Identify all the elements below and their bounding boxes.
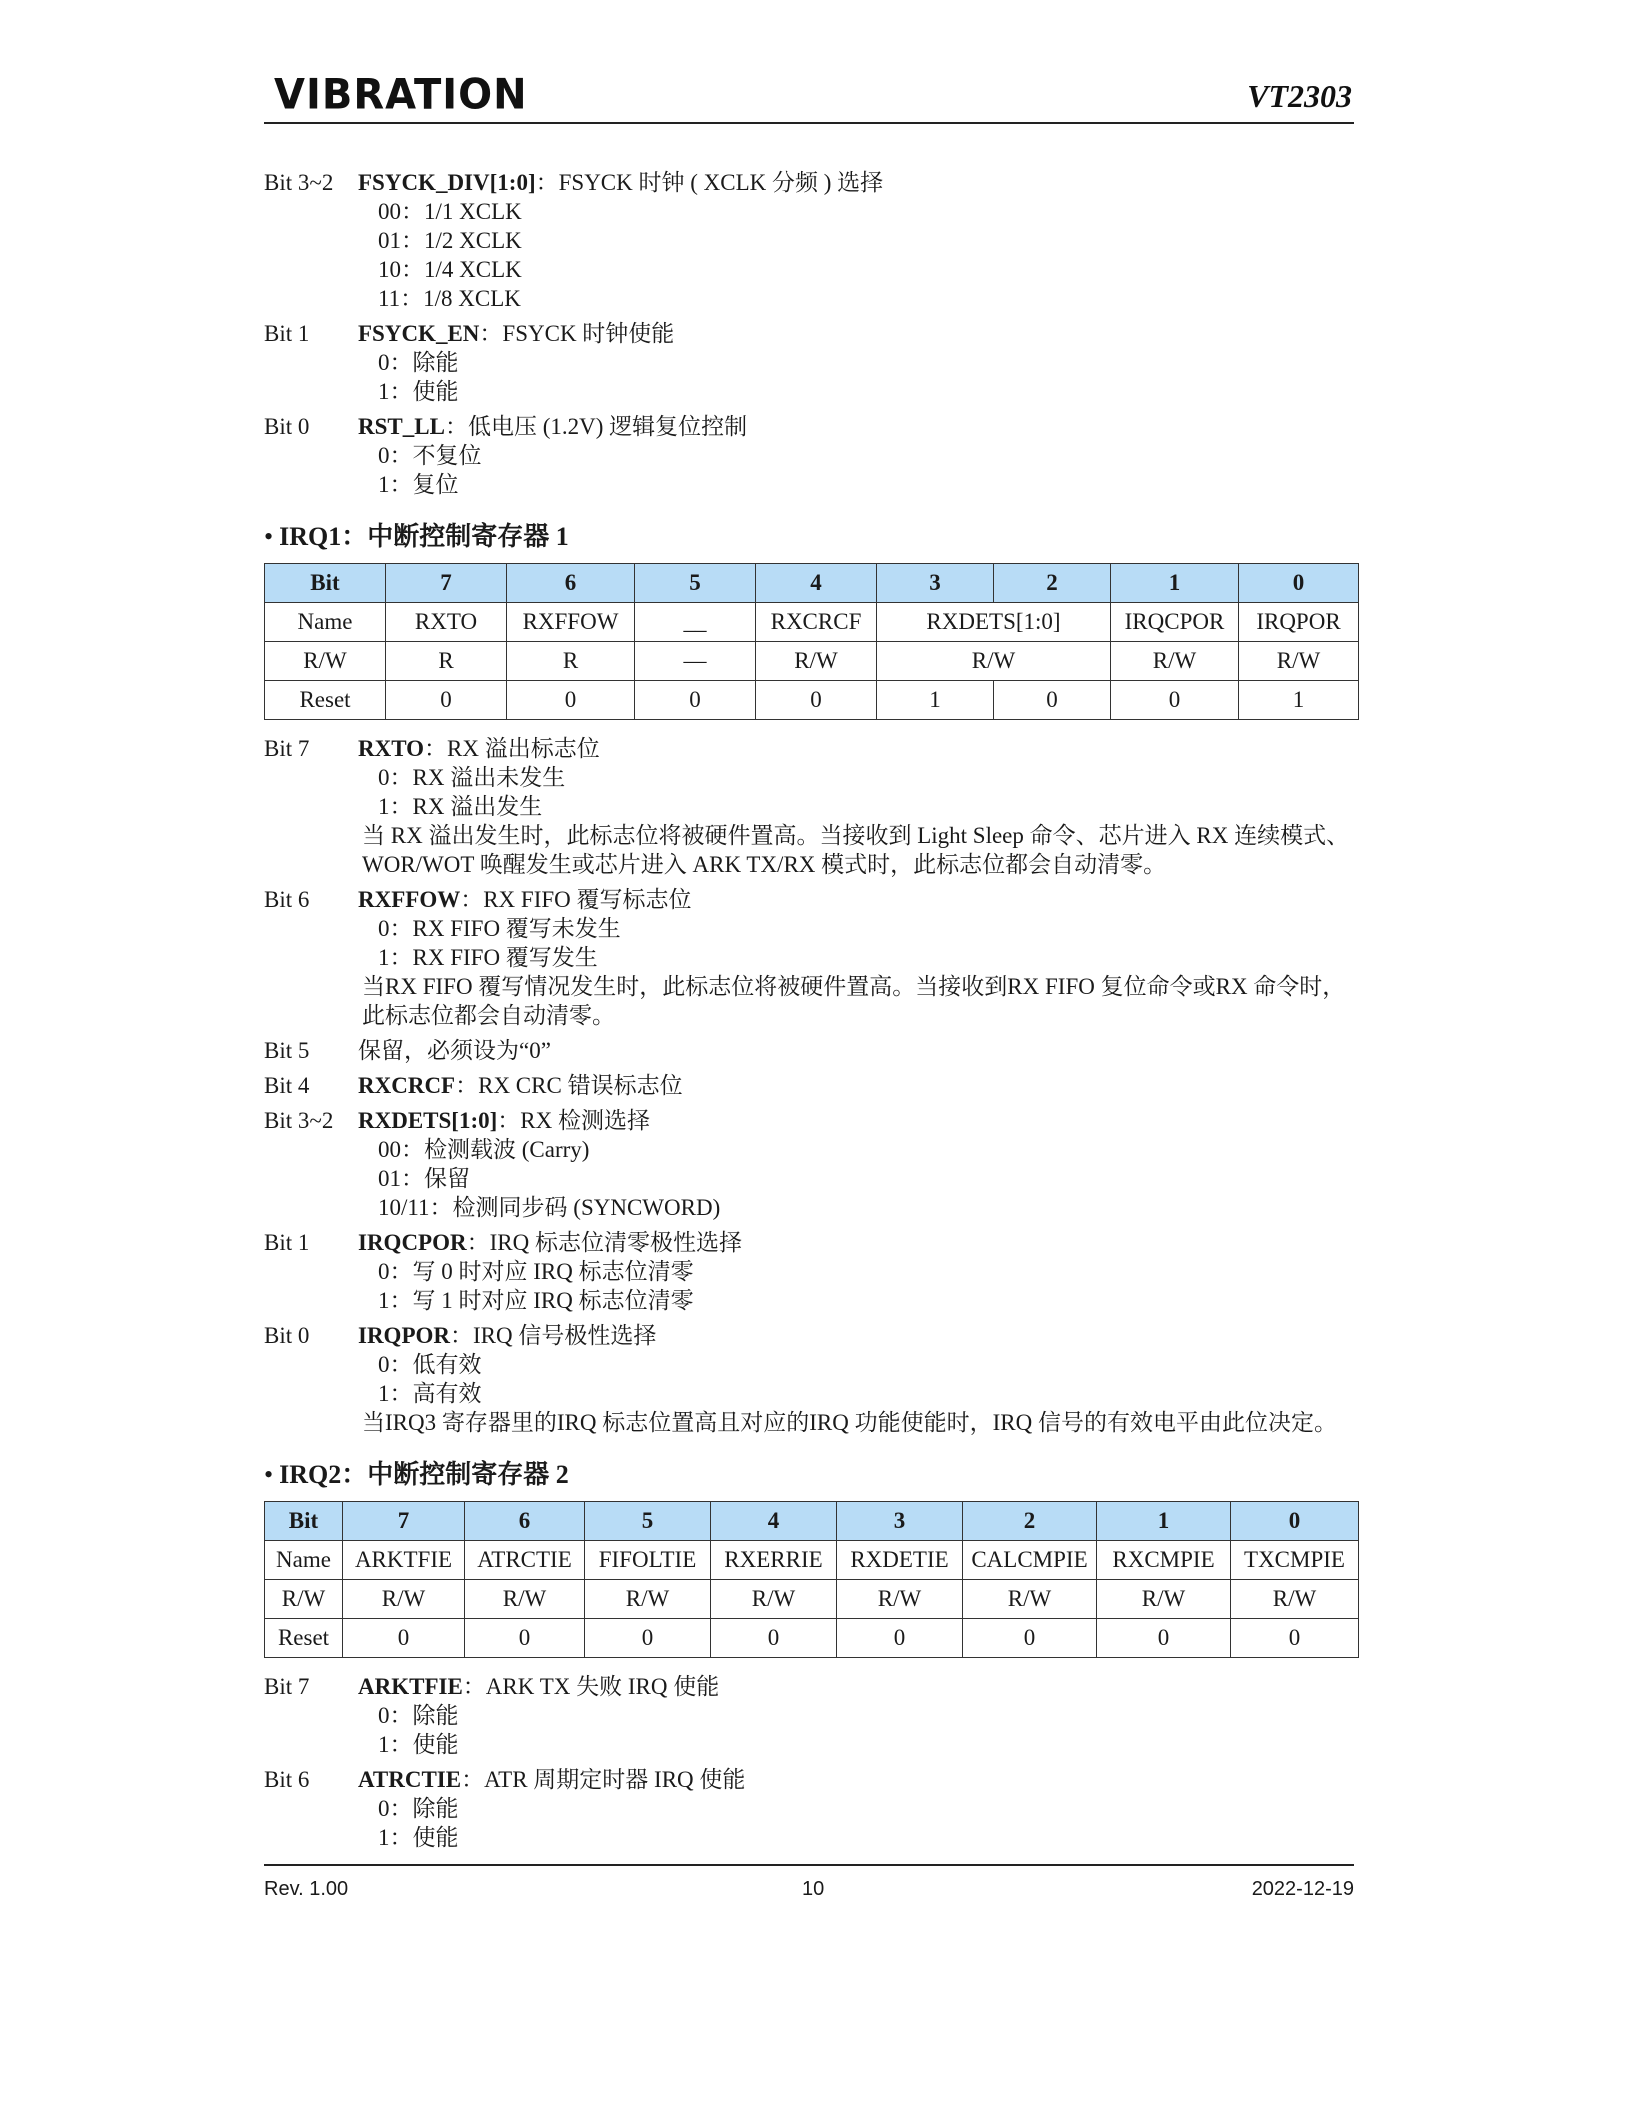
bit-option: 0：除能: [378, 1703, 459, 1728]
page-header: [264, 68, 1354, 124]
company-logo: VIBRATION: [274, 70, 528, 120]
bit-name: ATRCTIE: [358, 1767, 462, 1792]
bit-option: 1：RX FIFO 覆写发生: [378, 945, 598, 970]
bit-option: 1：使能: [378, 1825, 459, 1850]
bit-definition: Bit 5 保留，必须设为“0”: [264, 1038, 551, 1063]
page-number: 10: [802, 1878, 825, 1900]
bit-definition: Bit 0 IRQPOR：IRQ 信号极性选择: [264, 1323, 657, 1348]
bit-name: FSYCK_DIV[1:0]: [358, 170, 536, 195]
bit-definition: Bit 7 RXTO：RX 溢出标志位: [264, 736, 600, 761]
irq2-register-table: [264, 1501, 1359, 1658]
revision: Rev. 1.00: [264, 1878, 349, 1900]
bit-option: 00：检测载波 (Carry): [378, 1137, 590, 1162]
bit-name: RST_LL: [358, 414, 445, 439]
bit-definition: Bit 3~2 FSYCK_DIV[1:0]：FSYCK 时钟 ( XCLK 分频 ) 选择: [264, 170, 884, 195]
bit-note: 此标志位都会自动清零。: [362, 1003, 615, 1028]
bit-name: RXCRCF: [358, 1073, 456, 1098]
table-row-rw: R/W R/W R/W R/W R/W R/W R/W R/W R/W: [265, 1580, 1359, 1619]
bit-name: IRQPOR: [358, 1323, 450, 1348]
bit-option: 0：不复位: [378, 443, 482, 468]
bit-name: IRQCPOR: [358, 1230, 467, 1255]
bit-option: 01：1/2 XCLK: [378, 228, 522, 253]
table-row-name: Name RXTO RXFFOW __ RXCRCF RXDETS[1:0] IRQCPOR IRQPOR: [265, 603, 1359, 642]
table-row-rw: R/W R R — R/W R/W R/W R/W: [265, 642, 1359, 681]
bit-option: 10/11：检测同步码 (SYNCWORD): [378, 1195, 721, 1220]
bit-option: 1：使能: [378, 1732, 459, 1757]
bit-definition: Bit 6 ATRCTIE：ATR 周期定时器 IRQ 使能: [264, 1767, 746, 1792]
bit-option: 11：1/8 XCLK: [378, 286, 521, 311]
bit-note: 当RX FIFO 覆写情况发生时，此标志位将被硬件置高。当接收到RX FIFO 复位命令或RX 命令时，: [362, 974, 1346, 999]
page-footer: [264, 1864, 1354, 1908]
bit-name: RXFFOW: [358, 887, 461, 912]
section-title-irq2: • IRQ2：中断控制寄存器 2: [264, 1460, 569, 1489]
part-number: VT2303: [1247, 78, 1352, 114]
bit-definition: Bit 1 FSYCK_EN：FSYCK 时钟使能: [264, 321, 675, 346]
bit-option: 0：除能: [378, 350, 459, 375]
irq1-register-table: [264, 563, 1359, 720]
bit-name: ARKTFIE: [358, 1674, 463, 1699]
bit-option: 00：1/1 XCLK: [378, 199, 522, 224]
table-header-row: Bit 7 6 5 4 3 2 1 0: [265, 564, 1359, 603]
bit-note: WOR/WOT 唤醒发生或芯片进入 ARK TX/RX 模式时，此标志位都会自动清零。: [362, 852, 1167, 877]
bit-option: 1：写 1 时对应 IRQ 标志位清零: [378, 1288, 694, 1313]
table-header-row: Bit 7 6 5 4 3 2 1 0: [265, 1502, 1359, 1541]
bit-definition: Bit 1 IRQCPOR：IRQ 标志位清零极性选择: [264, 1230, 742, 1255]
bit-option: 1：使能: [378, 379, 459, 404]
bit-option: 1：高有效: [378, 1381, 482, 1406]
bit-option: 0：低有效: [378, 1352, 482, 1377]
table-row-reset: Reset 0 0 0 0 0 0 0 0: [265, 1619, 1359, 1658]
table-row-name: Name ARKTFIE ATRCTIE FIFOLTIE RXERRIE RXDETIE CALCMPIE RXCMPIE TXCMPIE: [265, 1541, 1359, 1580]
bit-name: FSYCK_EN: [358, 321, 480, 346]
bit-note: 当IRQ3 寄存器里的IRQ 标志位置高且对应的IRQ 功能使能时，IRQ 信号的有效电平由此位决定。: [362, 1410, 1337, 1435]
bit-option: 0：RX 溢出未发生: [378, 765, 566, 790]
bit-definition: Bit 4 RXCRCF：RX CRC 错误标志位: [264, 1073, 683, 1098]
bit-definition: Bit 7 ARKTFIE：ARK TX 失败 IRQ 使能: [264, 1674, 720, 1699]
page-content: [264, 168, 1354, 1852]
bit-option: 0：写 0 时对应 IRQ 标志位清零: [378, 1259, 694, 1284]
bit-definition: Bit 3~2 RXDETS[1:0]：RX 检测选择: [264, 1108, 650, 1133]
bit-option: 10：1/4 XCLK: [378, 257, 522, 282]
bit-name: RXDETS[1:0]: [358, 1108, 498, 1133]
bit-name: RXTO: [358, 736, 425, 761]
bit-option: 1：复位: [378, 472, 459, 497]
bit-option: 0：除能: [378, 1796, 459, 1821]
bit-option: 01：保留: [378, 1166, 470, 1191]
bit-note: 当 RX 溢出发生时，此标志位将被硬件置高。当接收到 Light Sleep 命令、芯片进入 RX 连续模式、: [362, 823, 1350, 848]
bit-option: 1：RX 溢出发生: [378, 794, 543, 819]
bit-option: 0：RX FIFO 覆写未发生: [378, 916, 621, 941]
date: 2022-12-19: [1251, 1878, 1354, 1900]
table-row-reset: Reset 0 0 0 0 1 0 0 1: [265, 681, 1359, 720]
bit-definition: Bit 6 RXFFOW：RX FIFO 覆写标志位: [264, 887, 692, 912]
section-title-irq1: • IRQ1：中断控制寄存器 1: [264, 522, 569, 551]
bit-definition: Bit 0 RST_LL：低电压 (1.2V) 逻辑复位控制: [264, 414, 748, 439]
